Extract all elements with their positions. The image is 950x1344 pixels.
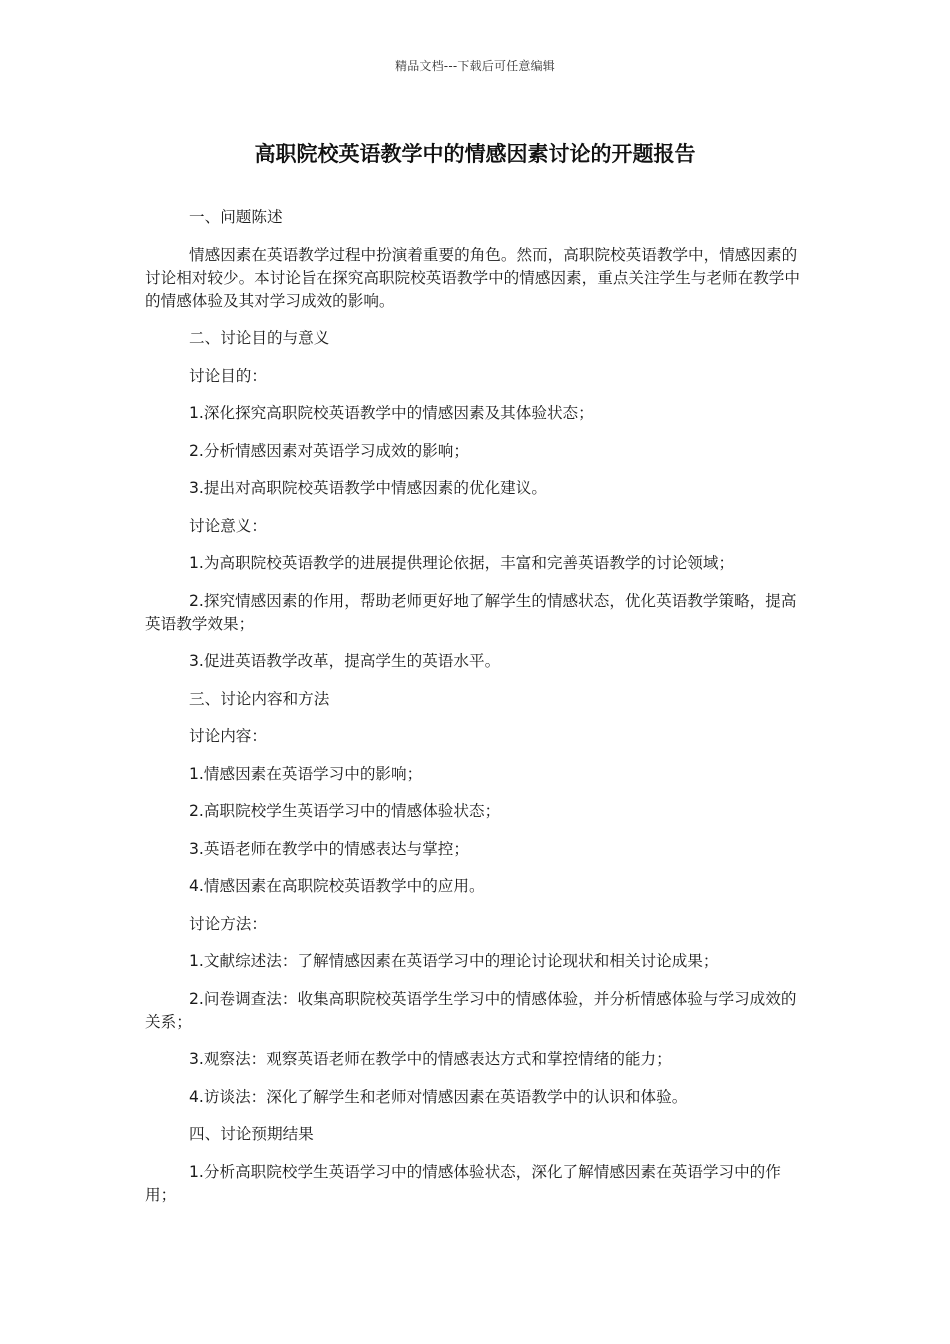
section-heading-expected-results: 四、讨论预期结果 <box>189 1125 314 1143</box>
list-item: 3.观察法：观察英语老师在教学中的情感表达方式和掌控情绪的能力； <box>189 1050 672 1068</box>
paragraph-problem-statement: 情感因素在英语教学过程中扮演着重要的角色。然而，高职院校英语教学中，情感因素的讨论相对较少。本讨论旨在探究高职院校英语教学中的情感因素，重点关注学生与老师在教学中的情感体验及其对学习成效的影响。 <box>145 245 800 310</box>
list-item: 1.文献综述法：了解情感因素在英语学习中的理论讨论现状和相关讨论成果； <box>189 952 719 970</box>
list-item: 1.深化探究高职院校英语教学中的情感因素及其体验状态； <box>189 404 594 422</box>
list-item: 2.问卷调查法：收集高职院校英语学生学习中的情感体验，并分析情感体验与学习成效的关系； <box>145 989 797 1031</box>
list-item: 4.情感因素在高职院校英语教学中的应用。 <box>189 877 485 895</box>
list-item: 3.提出对高职院校英语教学中情感因素的优化建议。 <box>189 479 547 497</box>
list-item: 3.英语老师在教学中的情感表达与掌控； <box>189 839 469 858</box>
subheading-significance: 讨论意义： <box>189 516 267 535</box>
section-heading-problem: 一、问题陈述 <box>189 208 283 226</box>
subheading-methods: 讨论方法： <box>189 914 267 933</box>
subheading-purpose: 讨论目的： <box>189 366 267 385</box>
section-heading-content-methods: 三、讨论内容和方法 <box>189 689 330 708</box>
list-item: 1.为高职院校英语教学的进展提供理论依据，丰富和完善英语教学的讨论领域； <box>189 554 735 572</box>
subheading-content: 讨论内容： <box>189 727 267 745</box>
list-item: 2.分析情感因素对英语学习成效的影响； <box>189 441 469 460</box>
list-item: 4.访谈法：深化了解学生和老师对情感因素在英语教学中的认识和体验。 <box>189 1087 688 1106</box>
list-item: 2.高职院校学生英语学习中的情感体验状态； <box>189 802 501 820</box>
list-item: 3.促进英语教学改革，提高学生的英语水平。 <box>189 652 501 670</box>
list-item: 2.探究情感因素的作用，帮助老师更好地了解学生的情感状态，优化英语教学策略，提高英语教学效果； <box>145 591 797 633</box>
document-body <box>145 206 807 1221</box>
header-note: 精品文档---下载后可任意编辑 <box>395 59 555 73</box>
list-item: 1.情感因素在英语学习中的影响； <box>189 764 423 783</box>
list-item: 1.分析高职院校学生英语学习中的情感体验状态，深化了解情感因素在英语学习中的作用； <box>145 1162 781 1204</box>
document-title: 高职院校英语教学中的情感因素讨论的开题报告 <box>254 142 696 166</box>
section-heading-purpose: 二、讨论目的与意义 <box>189 329 330 347</box>
